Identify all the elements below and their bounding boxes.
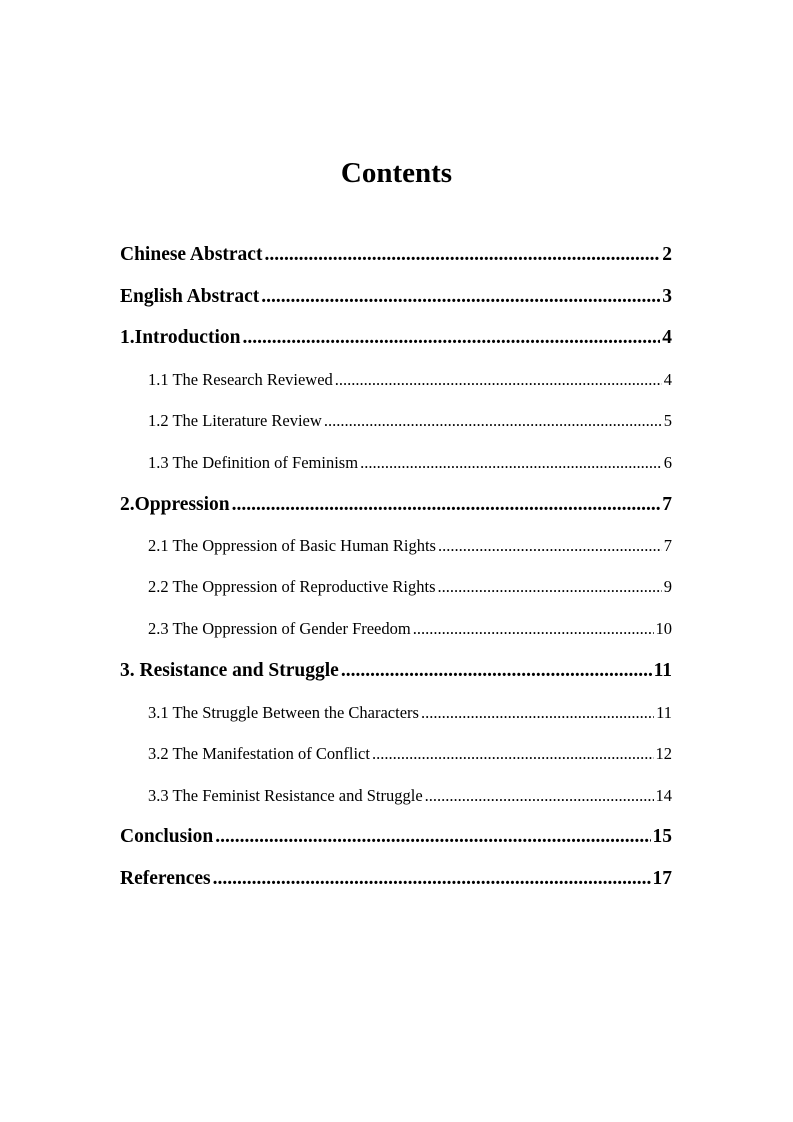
toc-entry-literature-review[interactable] <box>148 410 672 432</box>
toc-entry-label: 1.1 The Research Reviewed <box>148 370 333 389</box>
dot-leader <box>232 492 661 518</box>
toc-entry-definition-of-feminism[interactable] <box>148 452 672 474</box>
toc-entry-label: 2.2 The Oppression of Reproductive Rights <box>148 577 436 596</box>
dot-leader <box>438 535 662 557</box>
dot-leader <box>335 369 662 391</box>
dot-leader <box>438 576 662 598</box>
toc-entry-page: 11 <box>653 660 672 681</box>
toc-entry-page: 4 <box>663 370 672 389</box>
toc-entry-label: Chinese Abstract <box>120 244 263 265</box>
toc-entry-page: 4 <box>662 327 672 348</box>
toc-entry-page: 7 <box>662 494 672 515</box>
toc-entry-basic-human-rights[interactable] <box>148 535 672 557</box>
toc-entry-label: 3.1 The Struggle Between the Characters <box>148 703 419 722</box>
toc-entry-label: References <box>120 868 211 889</box>
dot-leader <box>341 658 652 684</box>
toc-entry-gender-freedom[interactable] <box>148 618 672 640</box>
toc-entry-english-abstract[interactable] <box>120 284 672 310</box>
toc-entry-references[interactable] <box>120 866 672 892</box>
toc-entry-conclusion[interactable] <box>120 824 672 850</box>
dot-leader <box>215 824 650 850</box>
toc-entry-page: 9 <box>663 577 672 596</box>
toc-entry-page: 5 <box>663 411 672 430</box>
toc-entry-page: 12 <box>655 744 672 763</box>
toc-entry-manifestation-of-conflict[interactable] <box>148 743 672 765</box>
toc-entry-label: English Abstract <box>120 286 260 307</box>
toc-entry-reproductive-rights[interactable] <box>148 576 672 598</box>
toc-entry-label: 2.Oppression <box>120 494 230 515</box>
toc-entry-struggle-between-characters[interactable] <box>148 702 672 724</box>
toc-entry-page: 10 <box>655 619 672 638</box>
toc-entry-label: 1.2 The Literature Review <box>148 411 322 430</box>
toc-entry-feminist-resistance[interactable] <box>148 785 672 807</box>
toc-entry-oppression[interactable] <box>120 492 672 518</box>
toc-entry-label: Conclusion <box>120 826 214 847</box>
page-title: Contents <box>340 157 453 189</box>
dot-leader <box>425 785 654 807</box>
dot-leader <box>261 284 660 310</box>
toc-entry-page: 15 <box>652 826 672 847</box>
dot-leader <box>413 618 654 640</box>
toc-entry-resistance-and-struggle[interactable] <box>120 658 672 684</box>
toc-entry-label: 3.3 The Feminist Resistance and Struggle <box>148 786 423 805</box>
toc-entry-label: 2.1 The Oppression of Basic Human Rights <box>148 536 436 555</box>
toc-entry-label: 1.Introduction <box>120 327 241 348</box>
dot-leader <box>213 866 651 892</box>
toc-entry-page: 14 <box>655 786 672 805</box>
toc-entry-page: 6 <box>663 453 672 472</box>
dot-leader <box>264 242 660 268</box>
toc-entry-label: 2.3 The Oppression of Gender Freedom <box>148 619 411 638</box>
dot-leader <box>242 325 660 351</box>
toc-entry-research-reviewed[interactable] <box>148 369 672 391</box>
dot-leader <box>421 702 654 724</box>
toc-entry-page: 2 <box>662 244 672 265</box>
toc-entry-label: 1.3 The Definition of Feminism <box>148 453 359 472</box>
toc-entry-label: 3.2 The Manifestation of Conflict <box>148 744 370 763</box>
dot-leader <box>324 410 662 432</box>
toc-entry-page: 3 <box>662 286 672 307</box>
toc-entry-page: 11 <box>656 703 672 722</box>
toc-entry-page: 7 <box>663 536 672 555</box>
dot-leader <box>360 452 662 474</box>
toc-entry-label: 3. Resistance and Struggle <box>120 660 339 681</box>
dot-leader <box>372 743 654 765</box>
toc-entry-chinese-abstract[interactable] <box>120 242 672 268</box>
toc-entry-introduction[interactable] <box>120 325 672 351</box>
toc-entry-page: 17 <box>652 868 672 889</box>
